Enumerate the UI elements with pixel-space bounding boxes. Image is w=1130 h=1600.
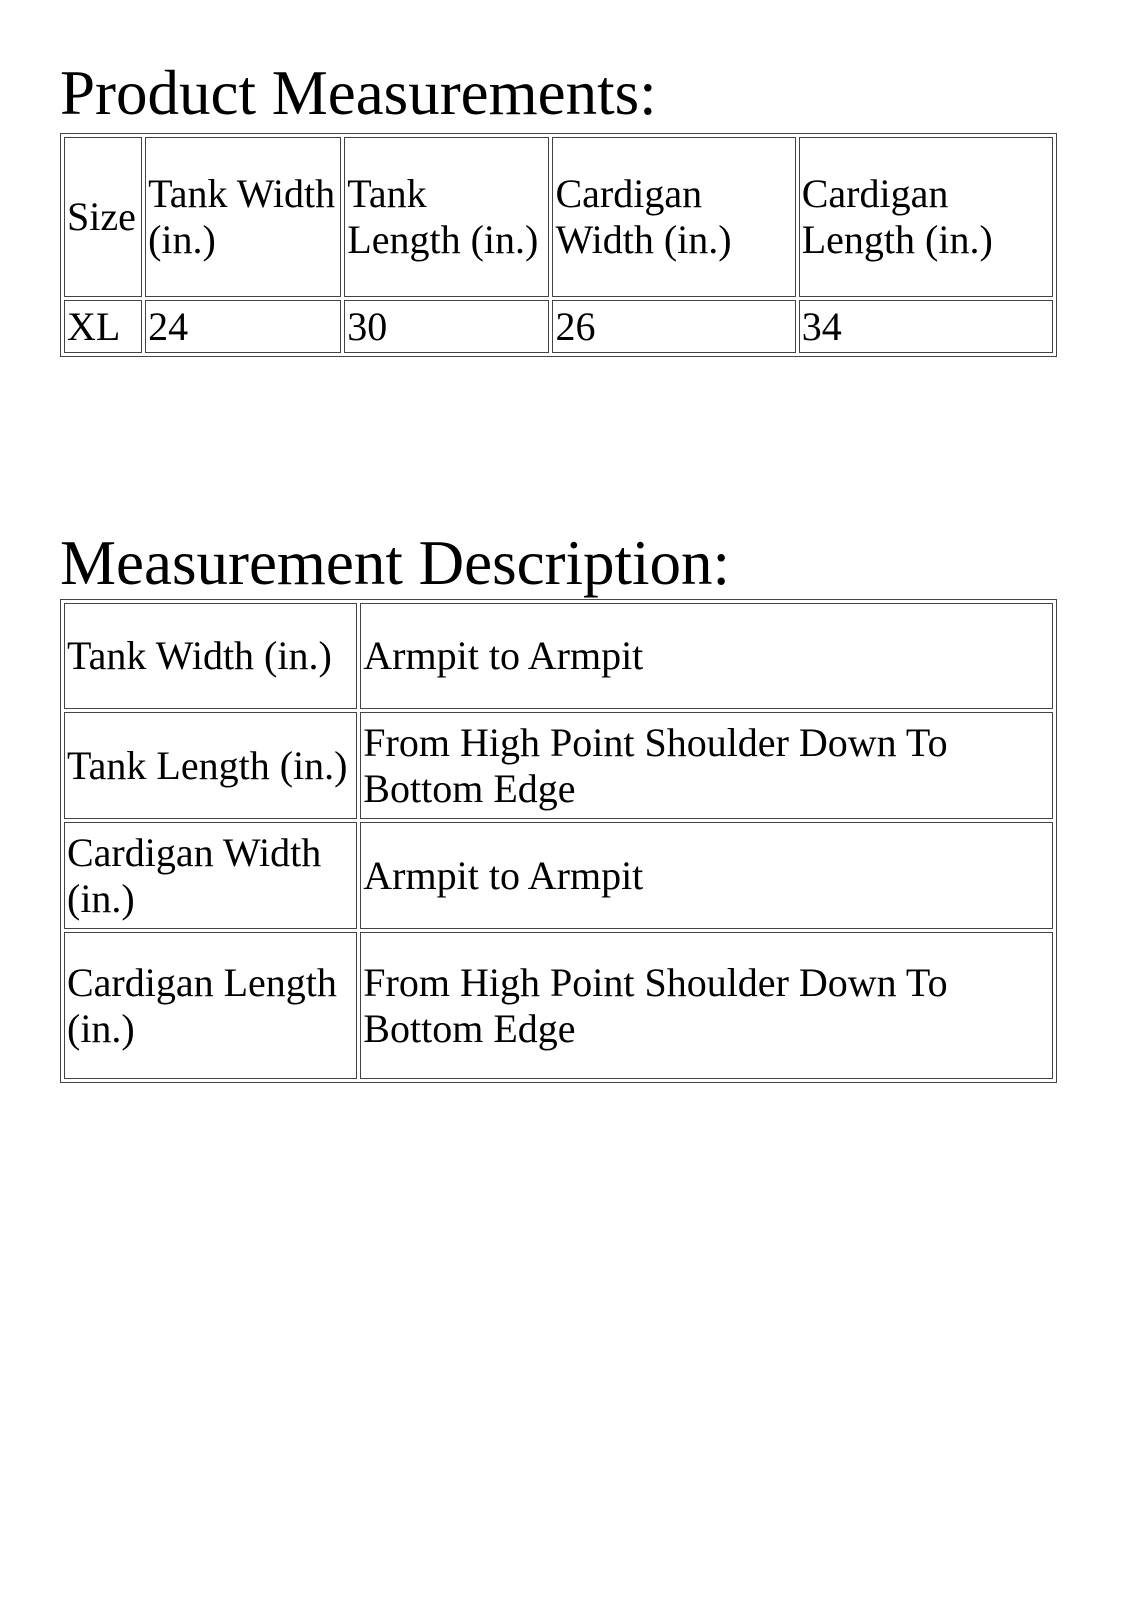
header-tank-width: Tank Width (in.)	[145, 137, 341, 297]
header-size: Size	[64, 137, 142, 297]
product-measurements-table	[60, 133, 1057, 357]
description-name-cell: Tank Width (in.)	[64, 603, 357, 709]
description-text-cell: From High Point Shoulder Down To Bottom Edge	[360, 932, 1053, 1079]
table-row	[64, 822, 1053, 929]
product-measurements-heading: Product Measurements:	[60, 58, 657, 128]
description-name-cell: Cardigan Width (in.)	[64, 822, 357, 929]
cell-tank-length: 30	[344, 300, 549, 353]
cell-tank-width: 24	[145, 300, 341, 353]
table-row	[64, 932, 1053, 1079]
cell-size: XL	[64, 300, 142, 353]
cell-cardigan-length: 34	[799, 300, 1053, 353]
description-text-cell: From High Point Shoulder Down To Bottom Edge	[360, 712, 1053, 819]
measurement-description-heading: Measurement Description:	[60, 528, 731, 598]
table-row	[64, 603, 1053, 709]
cell-cardigan-width: 26	[552, 300, 795, 353]
description-text-cell: Armpit to Armpit	[360, 822, 1053, 929]
description-name-cell: Tank Length (in.)	[64, 712, 357, 819]
table-header-row	[64, 137, 1053, 297]
table-row	[64, 300, 1053, 353]
measurement-description-table	[60, 599, 1057, 1083]
header-cardigan-width: Cardigan Width (in.)	[552, 137, 795, 297]
header-tank-length: Tank Length (in.)	[344, 137, 549, 297]
table-row	[64, 712, 1053, 819]
description-text-cell: Armpit to Armpit	[360, 603, 1053, 709]
description-name-cell: Cardigan Length (in.)	[64, 932, 357, 1079]
header-cardigan-length: Cardigan Length (in.)	[799, 137, 1053, 297]
